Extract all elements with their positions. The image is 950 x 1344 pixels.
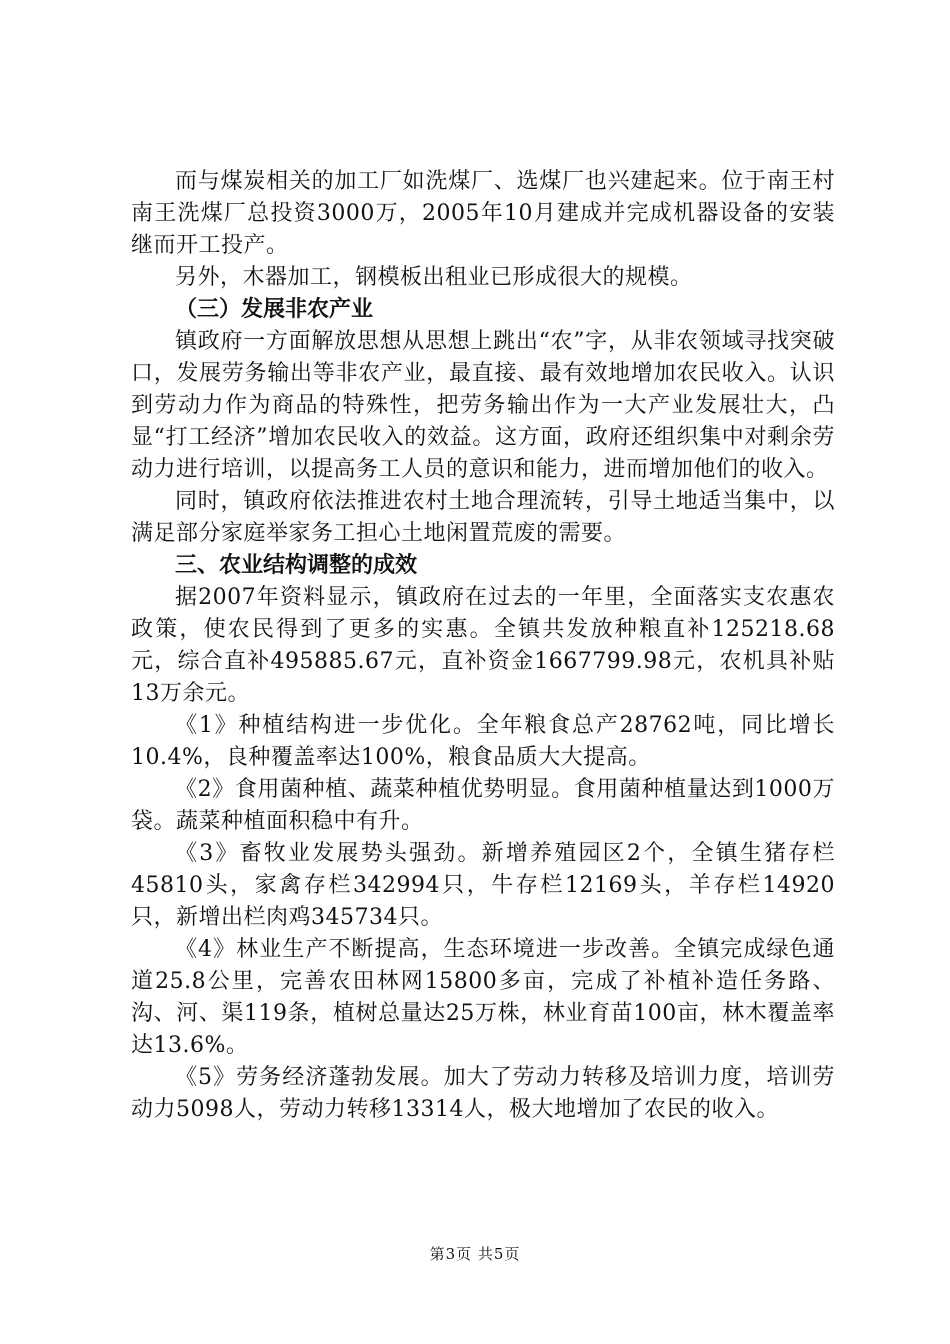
paragraph-wood-processing: 另外，木器加工，钢模板出租业已形成很大的规模。 [175, 265, 693, 290]
paragraph-land-transfer: 同时，镇政府依法推进农村土地合理流转，引导土地适当集中，以满足部分家庭举家务工担心土地闲置荒废的需要。 [131, 489, 835, 546]
section-heading-non-agricultural: （三）发展非农产业 [175, 297, 374, 322]
section-heading-results: 三、农业结构调整的成效 [175, 553, 418, 578]
list-item-mushroom-vegetables: 《2》食用菌种植、蔬菜种植优势明显。食用菌种植量达到1000万袋。蔬菜种植面积稳中有升。 [131, 777, 835, 834]
list-item-livestock: 《3》畜牧业发展势头强劲。新增养殖园区2个，全镇生猪存栏45810头，家禽存栏342994只，牛存栏12169头，羊存栏14920只，新增出栏肉鸡345734只。 [131, 841, 835, 930]
document-body [131, 166, 835, 1126]
paragraph-subsidies: 据2007年资料显示，镇政府在过去的一年里，全面落实支农惠农政策，使农民得到了更多的实惠。全镇共发放种粮直补125218.68元，综合直补495885.67元，直补资金1667799.98元，农机具补贴13万余元。 [131, 585, 835, 706]
list-item-planting: 《1》种植结构进一步优化。全年粮食总产28762吨，同比增长10.4%，良种覆盖率达100%，粮食品质大大提高。 [131, 713, 835, 770]
paragraph-labor-export: 镇政府一方面解放思想从思想上跳出“农”字，从非农领域寻找突破口，发展劳务输出等非农产业，最直接、最有效地增加农民收入。认识到劳动力作为商品的特殊性，把劳务输出作为一大产业发展壮大，凸显“打工经济”增加农民收入的效益。这方面，政府还组织集中对剩余劳动力进行培训，以提高务工人员的意识和能力，进而增加他们的收入。 [131, 329, 835, 482]
list-item-labor-economy: 《5》劳务经济蓬勃发展。加大了劳动力转移及培训力度，培训劳动力5098人，劳动力转移13314人，极大地增加了农民的收入。 [131, 1065, 835, 1122]
list-item-forestry: 《4》林业生产不断提高，生态环境进一步改善。全镇完成绿色通道25.8公里，完善农田林网15800多亩，完成了补植补造任务路、沟、河、渠119条，植树总量达25万株，林业育苗100亩，林木覆盖率达13.6%。 [131, 937, 835, 1058]
paragraph-coal-processing: 而与煤炭相关的加工厂如洗煤厂、选煤厂也兴建起来。位于南王村南王洗煤厂总投资3000万，2005年10月建成并完成机器设备的安装继而开工投产。 [131, 169, 835, 258]
page-number-footer: 第3页 共5页 [429, 1245, 521, 1263]
